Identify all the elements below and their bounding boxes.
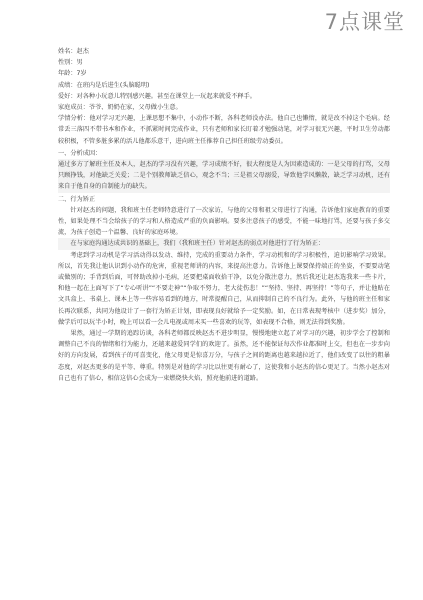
section-2-paragraph-1: 针对赵杰的问题，我和班主任老师特意进行了一次家访，与他的父母和祖父母进行了沟通，告诉他们家庭教育的重要性，如果处理不当会给孩子的学习和人格造成严重的负面影响。要多注意孩子的感受，不能一味地打骂，还要与孩子多交流，为孩子创造一个温馨、良好的家庭环境。	[58, 206, 390, 237]
brand-watermark: 7点课堂	[324, 10, 405, 34]
section-2-paragraph-4: 果然，通过一学期的追踪访谈，各科老师都反映赵杰不进步明显，慢慢地建立起了对学习的兴趣，初步学会了控制和调整自己不良的情绪和行为能力，还越来越爱同学们的欢迎了。虽然，还不能保证每次作业都准时上交，但也在一步步向好的方向发展，看到孩子的可喜变化，他父母更是惊喜万分，与孩子之间的距离也越来越拉近了，他们改变了以往的粗暴态度，对赵杰更多的是平等、尊重。特别是对他的学习比以往更有耐心了，这使我和小赵杰的信心更足了。当然小赵杰对自己也有了信心，相信这信心会成为一束燃烧快火焰，照亮他前进的道路。	[58, 330, 390, 382]
section-1-heading: 一、分析成因：	[58, 149, 102, 157]
info-family: 家庭成员：爷爷、奶奶在家，父母做小生意。	[58, 104, 182, 112]
section-2-heading: 二、行为矫正	[58, 195, 96, 203]
info-hobby: 爱好：对各种小玩意儿特别感兴趣。甚至在课堂上一玩起来就爱不释手。	[58, 92, 256, 100]
section-1-paragraph: 通过多方了解班主任及本人，赵杰的学习没有兴趣，学习成绩不好，很大程度是人为因素造成的：一是父母的打骂，父母只顾挣钱，对他缺乏关爱；二是个别教师缺乏信心，观念不当；三是祖父母溺爱，导致他学风懒散，缺乏学习动机，还有来自于他自身的自制能力的缺失。	[58, 159, 390, 193]
info-analysis: 学情分析：他对学习无兴趣，上课思想不集中，小动作不断，各科老师没办法。他自己也懒惰，就是改不掉这个毛病。经常丢三落四不带书本和作业，不抓紧时间完成作业，只有老师和家长盯着才勉强动笔，对学习很无兴趣，平时卫生劳动都较积极，不管多脏多累的活儿他都乐意干，进向班主任推荐自己担任班级劳动委员。	[58, 115, 390, 145]
info-grade: 成绩：在班内是后进生(头脑聪明)	[58, 81, 150, 89]
info-age: 年龄：7岁	[58, 70, 87, 78]
info-gender: 性别：男	[58, 59, 83, 67]
student-info	[58, 46, 390, 147]
info-name: 姓名：赵杰	[58, 48, 89, 55]
document-body	[58, 46, 390, 384]
section-2-paragraph-3: 考虑到学习动机是学习活动得以发动、维持，完成的重要动力条件，学习动机和的学习积极性，迫切影响学习效果。所以，首先我让他认识到小动作的危害，重视老师讲的内容，来提高注意力。告诉他上课要保持端正的坐姿，不要要动笔或做别的；手背到后面，可替助改掉小毛病，还要把桌面收拾干净，以免分散注意力，然后我还让赵杰选我来一些卡片，和他一起在上面写下了“专心听讲”“不要走神”“争取不努力，老大徒伤悲！”“坚持、坚持、再坚持！”等句子，并让他贴在文具盒上、书桌上、课本上等一些容易看到的地方，时常提醒自己，从而抑制自己的不良行为。此外，与他的班主任和家长再次联系，共同为他设计了一套行为矫正计划，即表现良好就给予一定奖励。如，在日常表现考核中（进步奖）加分，做学后可以玩半小时，晚上可以看一会儿电视或周末买一些喜欢的玩等，如表现不合格，则无法得到奖励。	[58, 251, 390, 326]
section-2-paragraph-2: 在与家庭沟通达成共识的基础上，我们（我和班主任）针对赵杰的弱点对他进行了行为矫正：	[58, 238, 390, 249]
